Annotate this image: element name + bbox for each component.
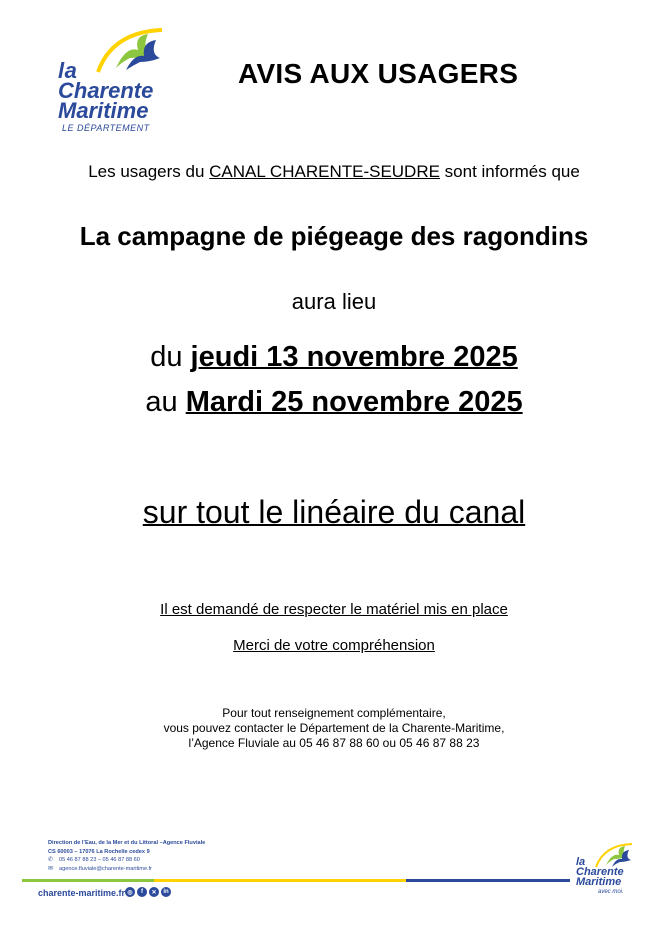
department-logo	[52, 28, 172, 133]
x-icon[interactable]: ✕	[149, 887, 159, 897]
logo-subtitle: LE DÉPARTEMENT	[62, 123, 150, 133]
contact-line-3: l’Agence Fluviale au 05 46 87 88 60 ou 05 46 87 88 23	[188, 736, 480, 750]
date-from-prefix: du	[150, 341, 191, 373]
footer-logo-la: la	[576, 856, 586, 868]
logo-text-maritime: Maritime	[58, 98, 149, 123]
contact-line-2: vous pouvez contacter le Département de la Charente-Maritime,	[163, 721, 505, 735]
footer-address: CS 60003 – 17076 La Rochelle cedex 9	[48, 848, 150, 855]
footer-logo-maritime: Maritime	[576, 876, 622, 888]
contact-block	[0, 706, 668, 751]
thanks-text: Merci de votre compréhension	[233, 637, 435, 654]
contact-line-1: Pour tout renseignement complémentaire,	[222, 706, 446, 720]
date-to-prefix: au	[145, 386, 186, 418]
date-to-line	[0, 386, 668, 419]
mail-icon: ✉	[48, 865, 54, 872]
facebook-icon[interactable]: f	[137, 887, 147, 897]
date-from-line	[0, 341, 668, 374]
lineaire-text: sur tout le linéaire du canal	[142, 494, 526, 530]
logo-text-la: la	[58, 58, 78, 83]
logo-text-charente: Charente	[58, 78, 154, 103]
footer-logo-tagline: avec moi.	[598, 889, 624, 895]
intro-after: sont informés que	[439, 162, 580, 181]
footer-phones: 05 46 87 88 23 – 05 46 87 88 60	[59, 857, 140, 863]
linkedin-icon[interactable]: in	[161, 887, 171, 897]
canal-name: CANAL CHARENTE-SEUDRE	[209, 162, 440, 181]
instagram-icon[interactable]: ◎	[125, 887, 135, 897]
aura-lieu-text: aura lieu	[291, 289, 377, 314]
campaign-heading: La campagne de piégeage des ragondins	[79, 221, 589, 251]
footer-info	[48, 839, 205, 873]
page-title: AVIS AUX USAGERS	[238, 58, 519, 89]
social-icons	[125, 887, 171, 897]
date-to: Mardi 25 novembre 2025	[185, 386, 523, 418]
footer-logo	[572, 843, 642, 903]
footer-color-stripe	[22, 879, 570, 882]
bird-logo-icon	[90, 28, 172, 76]
date-from: jeudi 13 novembre 2025	[190, 341, 518, 373]
intro-line	[0, 162, 668, 182]
intro-before: Les usagers du	[88, 162, 210, 181]
footer-logo-charente: Charente	[576, 866, 624, 878]
footer-direction: Direction de l’Eau, de la Mer et du Littoral –Agence Fluviale	[48, 840, 206, 846]
footer-phone-row	[48, 856, 205, 865]
footer-email[interactable]: agence.fluviale@charente-maritime.fr	[59, 865, 153, 872]
phone-icon: ✆	[48, 857, 54, 863]
footer-email-row	[48, 865, 205, 874]
footer-website[interactable]: charente-maritime.fr	[38, 888, 126, 898]
respect-notice: Il est demandé de respecter le matériel mis en place	[160, 601, 508, 618]
